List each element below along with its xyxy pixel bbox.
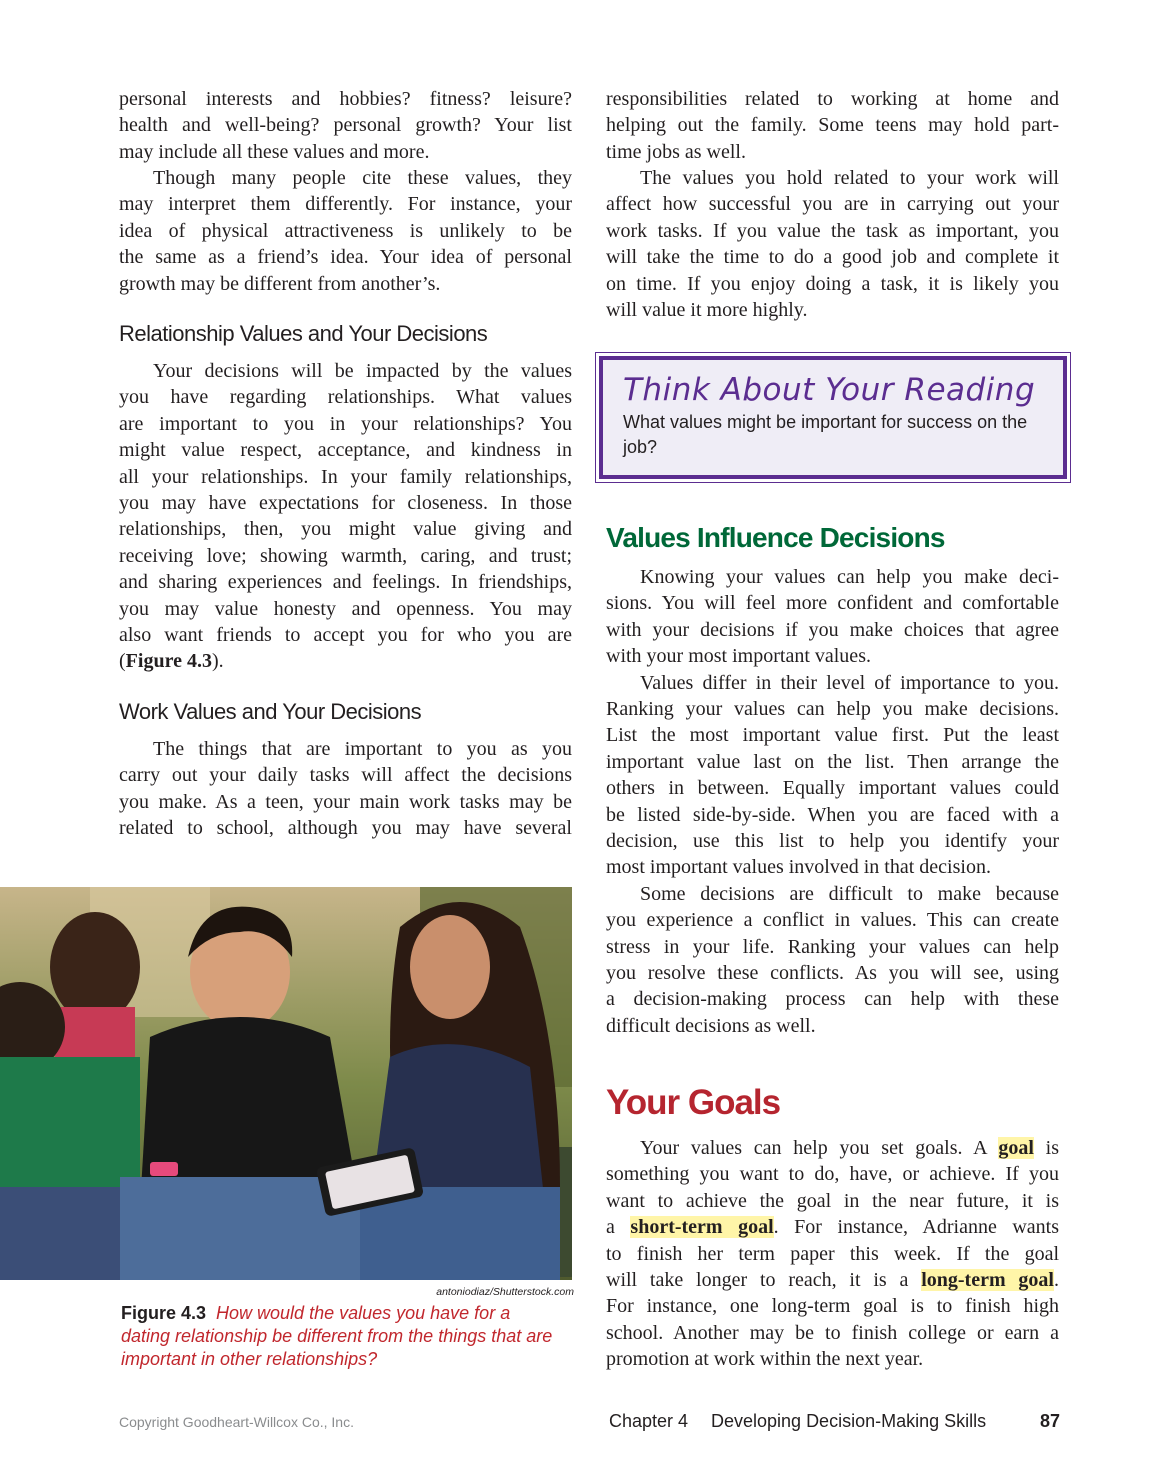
- text: a: [606, 1216, 631, 1239]
- paragraph-line: carry out your daily tasks will affect the decisions: [119, 764, 572, 787]
- text: For instance, one long-term goal is to finish high: [606, 1295, 1059, 1318]
- paragraph-line: related to school, although you may have several: [119, 817, 572, 840]
- paragraph-line: [606, 1161, 1059, 1187]
- paragraph-line: may include all these values and more.: [119, 140, 430, 163]
- text: to finish her term paper this week. If the goal: [606, 1242, 1059, 1265]
- photo-credit: antoniodiaz/Shutterstock.com: [436, 1286, 574, 1298]
- figure-reference-link[interactable]: Figure 4.3: [125, 650, 212, 673]
- text: school. Another may be to finish college or earn a: [606, 1321, 1059, 1344]
- text: Your values can help you set goals. A: [640, 1137, 999, 1159]
- heading-work-values: Work Values and Your Decisions: [119, 699, 422, 724]
- paragraph-line: receiving love; showing warmth, caring, and trust;: [119, 544, 572, 567]
- left-p2: [119, 165, 572, 297]
- think-box-title: Think About Your Reading: [623, 372, 1036, 408]
- paragraph-line: a decision-making process can help with these: [606, 988, 1059, 1011]
- paragraph-line: [606, 1267, 1059, 1293]
- paragraph-line: relationships, then, you might value giving and: [119, 518, 572, 541]
- heading-relationship-values: Relationship Values and Your Decisions: [119, 321, 488, 346]
- paragraph-line: you may have expectations for closeness. In those: [119, 491, 572, 514]
- paragraph-line: work tasks. If you value the task as important, you: [606, 219, 1059, 242]
- text: will take longer to reach, it is a: [606, 1268, 922, 1291]
- figure-photo-teens: [0, 887, 572, 1280]
- paragraph-line: may interpret them differently. For instance, your: [119, 193, 572, 216]
- paragraph-line: idea of physical attractiveness is unlikely to be: [119, 219, 572, 242]
- paragraph-line: you resolve these conflicts. As you will see, using: [606, 961, 1059, 984]
- paragraph-line: [606, 1135, 1059, 1161]
- paragraph-line: [606, 1320, 1059, 1346]
- heading-your-goals: Your Goals: [606, 1083, 781, 1122]
- paragraph-line: will value it more highly.: [606, 298, 808, 321]
- paragraph-line: on time. If you enjoy doing a task, it is likely you: [606, 272, 1059, 295]
- text: . For instance, Adrianne wants: [773, 1216, 1059, 1239]
- right-p4: [606, 670, 1059, 881]
- paragraph-line: responsibilities related to working at home and: [606, 88, 1059, 110]
- paragraph-line: others in between. Equally important values could: [606, 777, 1059, 800]
- paragraph-line: difficult decisions as well.: [606, 1014, 816, 1037]
- paragraph-line: most important values involved in that decision.: [606, 856, 991, 879]
- paragraph-line: might value respect, acceptance, and kindness in: [119, 439, 572, 462]
- text: ).: [211, 650, 224, 673]
- paragraph-line: the same as a friend’s idea. Your idea of personal: [119, 246, 572, 269]
- paragraph-line: The things that are important to you as you: [153, 738, 572, 760]
- paragraph-line: sions. You will feel more confident and comfortable: [606, 592, 1059, 615]
- think-about-your-reading-box: [595, 352, 1071, 483]
- figure-caption: [121, 1302, 561, 1371]
- right-p3: [606, 564, 1059, 670]
- text: is: [1033, 1137, 1059, 1159]
- paragraph-line: you make. As a teen, your main work tasks may be: [119, 790, 572, 813]
- paragraph-line: [606, 1293, 1059, 1319]
- paragraph-line: all your relationships. In your family relationships,: [119, 465, 572, 488]
- paragraph-line: Some decisions are difficult to make because: [640, 882, 1059, 905]
- chapter-title: Developing Decision-Making Skills: [711, 1411, 987, 1431]
- paragraph-line: Though many people cite these values, they: [153, 167, 572, 189]
- paragraph-line: with your most important values.: [606, 645, 871, 668]
- key-term-highlight[interactable]: short-term goal: [630, 1216, 774, 1239]
- paragraph-line: you have regarding relationships. What values: [119, 386, 572, 409]
- paragraph-line: time jobs as well.: [606, 140, 746, 163]
- chapter-label: Chapter 4: [609, 1411, 689, 1431]
- text: want to achieve the goal in the near future, it is: [606, 1189, 1059, 1212]
- key-term-highlight[interactable]: long-term goal: [921, 1268, 1054, 1291]
- paragraph-line: growth may be different from another’s.: [119, 272, 441, 295]
- left-p3: [119, 358, 572, 675]
- text: promotion at work within the next year.: [606, 1348, 924, 1371]
- left-p1: [119, 86, 572, 165]
- goals-paragraph: [606, 1135, 1059, 1373]
- page-number: 87: [1040, 1411, 1061, 1431]
- paragraph-line: you experience a conflict in values. This can create: [606, 909, 1059, 932]
- paragraph-line: you may value honesty and openness. You may: [119, 597, 572, 620]
- paragraph-line: The values you hold related to your work will: [640, 167, 1059, 189]
- paragraph-line: also want friends to accept you for who you are: [119, 623, 572, 646]
- left-p3-lines: [119, 358, 572, 648]
- paragraph-line: Ranking your values can help you make decisions.: [606, 697, 1059, 720]
- paragraph-line: important value last on the list. Then arrange the: [606, 750, 1059, 773]
- paragraph-line: [606, 1214, 1059, 1240]
- paragraph-line: [606, 1241, 1059, 1267]
- paragraph-line: [606, 1188, 1059, 1214]
- paragraph-line: [606, 1346, 1059, 1372]
- right-p1: [606, 86, 1059, 165]
- paragraph-line: [119, 648, 572, 674]
- copyright-notice: Copyright Goodheart-Willcox Co., Inc.: [119, 1414, 354, 1430]
- heading-values-influence-decisions: Values Influence Decisions: [606, 522, 945, 553]
- paragraph-line: are important to you in your relationships? You: [119, 412, 572, 435]
- text: .: [1054, 1268, 1059, 1291]
- paragraph-line: be listed side-by-side. When you are faced with a: [606, 803, 1059, 826]
- paragraph-line: health and well-being? personal growth? Your list: [119, 114, 572, 137]
- paragraph-line: personal interests and hobbies? fitness? leisure?: [119, 88, 572, 110]
- right-p5: [606, 881, 1059, 1039]
- paragraph-line: affect how successful you are in carrying out your: [606, 193, 1059, 216]
- paragraph-line: decision, use this list to help you identify your: [606, 829, 1059, 852]
- text: something you want to do, have, or achieve. If you: [606, 1163, 1059, 1186]
- right-p2: [606, 165, 1059, 323]
- text: (: [119, 650, 126, 673]
- paragraph-line: will take the time to do a good job and complete it: [606, 246, 1059, 269]
- figure-caption-question: How would the values you have for a dating relationship be different from the things that are important in other relationships?: [121, 1303, 553, 1369]
- paragraph-line: List the most important value first. Put the least: [606, 724, 1059, 747]
- paragraph-line: with your decisions if you make choices that agree: [606, 618, 1059, 641]
- paragraph-line: stress in your life. Ranking your values can help: [606, 935, 1059, 958]
- paragraph-line: helping out the family. Some teens may hold part-: [606, 114, 1059, 137]
- figure-label: Figure 4.3: [121, 1303, 207, 1323]
- think-box-question: What values might be important for success on the job?: [623, 412, 1028, 457]
- paragraph-line: and sharing experiences and feelings. In friendships,: [119, 571, 572, 594]
- paragraph-line: Your decisions will be impacted by the values: [153, 360, 572, 382]
- left-p4: [119, 736, 572, 842]
- paragraph-line: Values differ in their level of importance to you.: [640, 671, 1059, 694]
- key-term-highlight[interactable]: goal: [998, 1137, 1034, 1159]
- paragraph-line: Knowing your values can help you make deci-: [640, 566, 1059, 588]
